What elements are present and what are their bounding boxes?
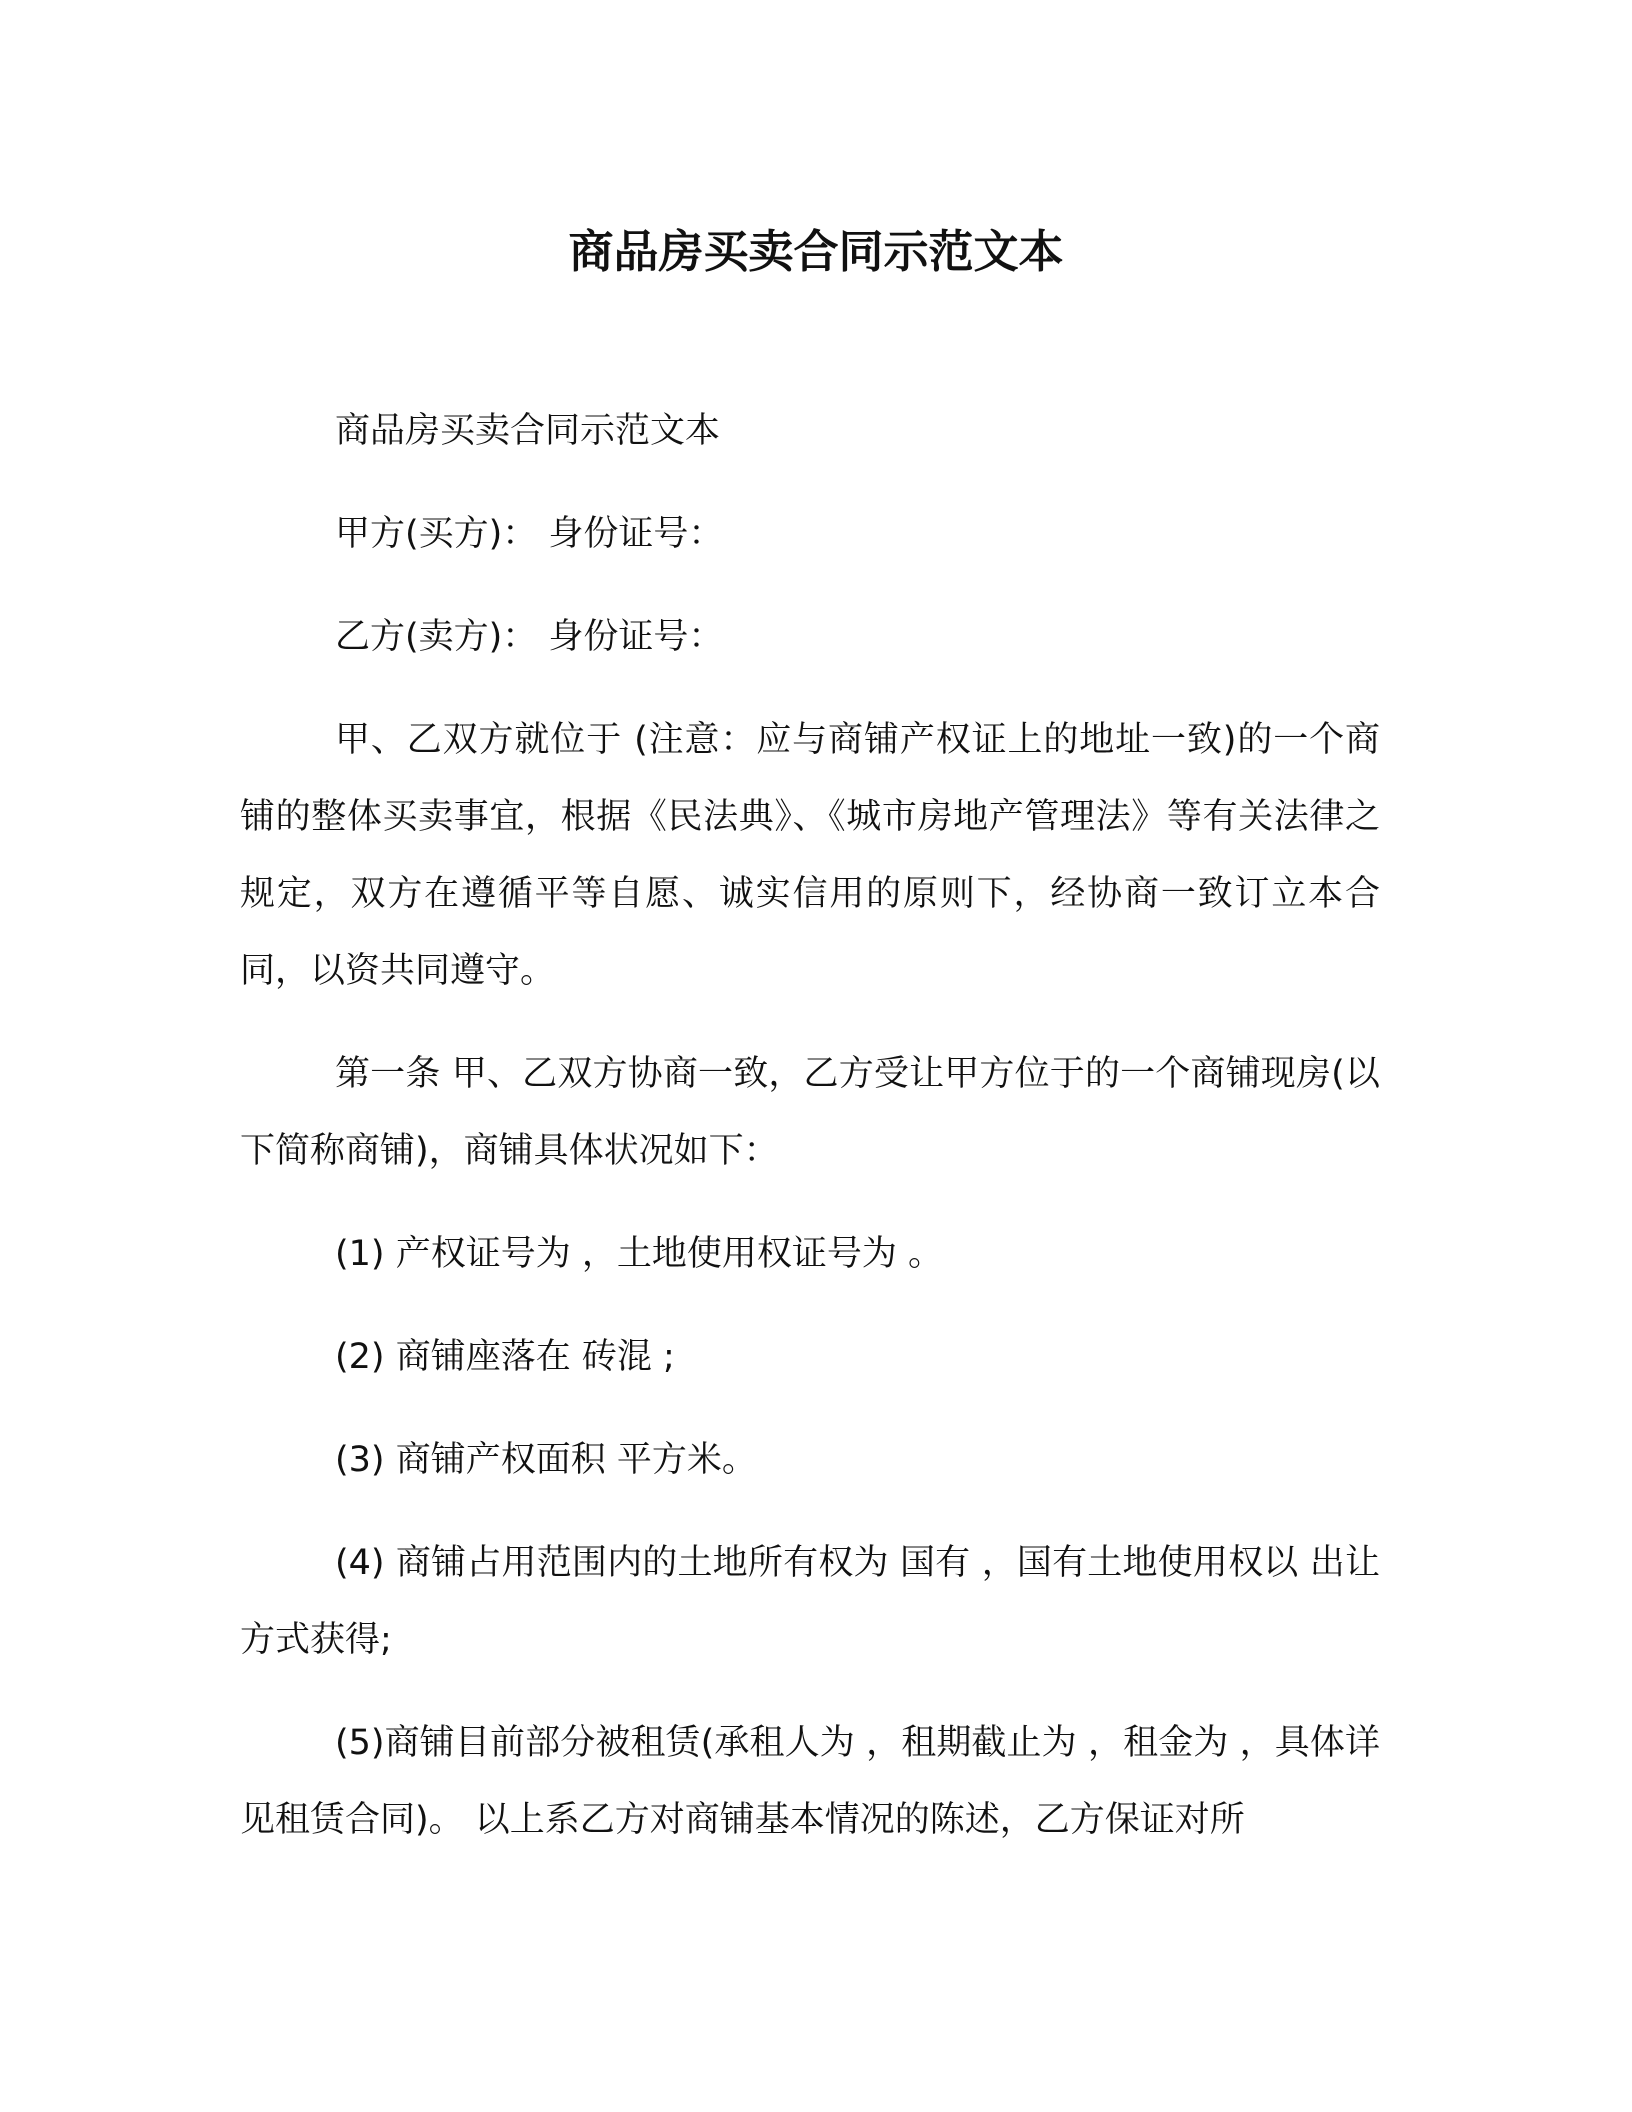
- paragraph-party-a: 甲方(买方)： 身份证号：: [335, 514, 724, 554]
- paragraph-item-4: (4) 商铺占用范围内的土地所有权为 国有 ，国有土地使用权以 出让 方式获得;: [240, 1543, 1380, 1660]
- paragraph-item-1: (1) 产权证号为 ，土地使用权证号为 。: [335, 1234, 943, 1274]
- paragraph-item-5: (5)商铺目前部分被租赁(承租人为 ，租期截止为 ，租金为 ，具体详见租赁合同)。 以上系乙方对商铺基本情况的陈述，乙方保证对所: [240, 1723, 1380, 1840]
- paragraph-preamble: 甲、乙双方就位于 (注意：应与商铺产权证上的地址一致)的一个商铺的整体买卖事宜，根据《民法典》、《城市房地产管理法》等有关法律之规定，双方在遵循平等自愿、诚实信用的原则下，经协商一致订立本合同，以资共同遵守。: [240, 720, 1380, 991]
- document-body: [240, 393, 1380, 1885]
- paragraph-party-b: 乙方(卖方)： 身份证号：: [335, 617, 724, 657]
- paragraph-item-3: (3) 商铺产权面积 平方米。: [335, 1440, 757, 1480]
- paragraph-subtitle: 商品房买卖合同示范文本: [335, 411, 721, 451]
- paragraph-item-2: (2) 商铺座落在 砖混 ;: [335, 1337, 675, 1377]
- document-title: 商品房买卖合同示范文本: [568, 225, 1064, 278]
- paragraph-article-1: 第一条 甲、乙双方协商一致，乙方受让甲方位于的一个商铺现房(以下简称商铺)，商铺具体状况如下：: [240, 1054, 1380, 1171]
